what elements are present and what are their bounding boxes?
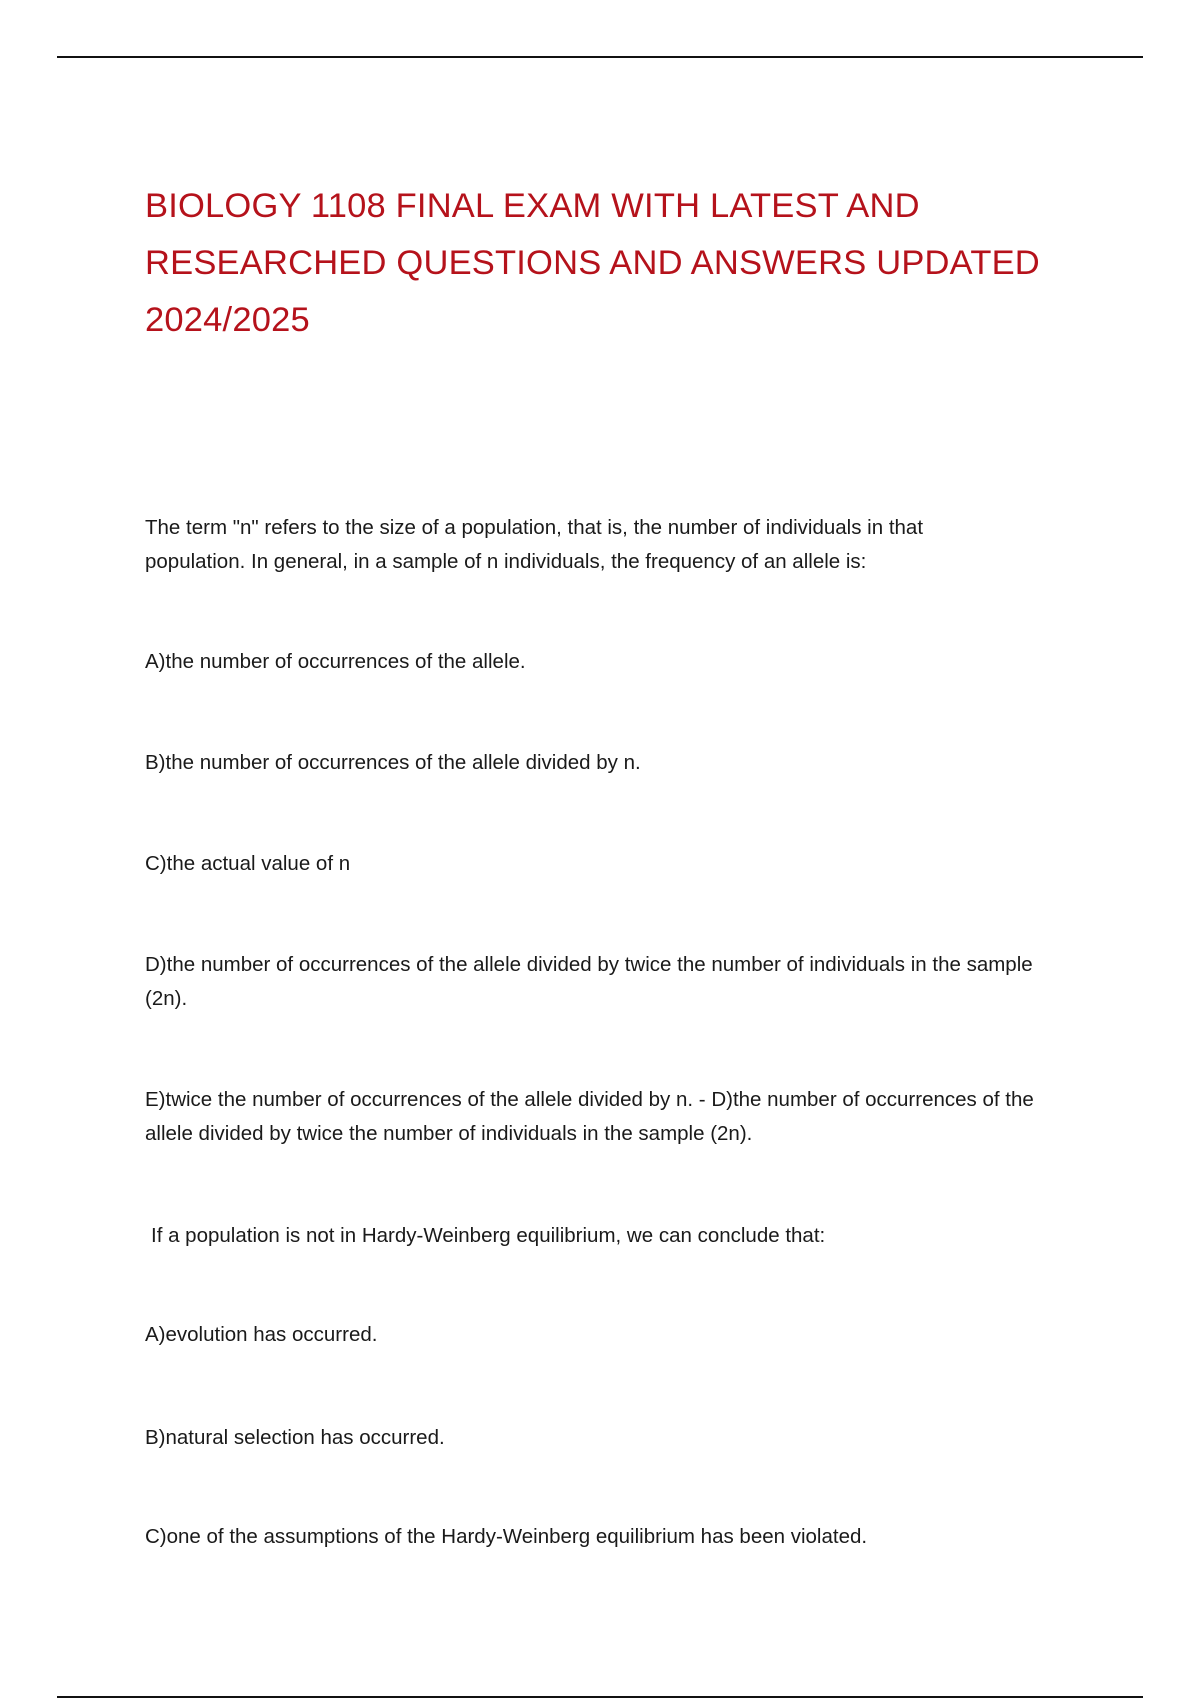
question-2-prompt: If a population is not in Hardy-Weinberg equilibrium, we can conclude that: bbox=[151, 1224, 826, 1247]
question-2-option-a: A)evolution has occurred. bbox=[145, 1323, 378, 1346]
question-1-option-e-answer: E)twice the number of occurrences of the allele divided by n. - D)the number of occurrences of the allele divided by twice the number of individuals in the sample (2n). bbox=[145, 1088, 1034, 1145]
document-title: BIOLOGY 1108 FINAL EXAM WITH LATEST AND RESEARCHED QUESTIONS AND ANSWERS UPDATED 2024/2025 bbox=[145, 187, 1040, 339]
question-2-option-c: C)one of the assumptions of the Hardy-Weinberg equilibrium has been violated. bbox=[145, 1525, 868, 1548]
question-2-option-b: B)natural selection has occurred. bbox=[145, 1426, 445, 1449]
header-rule bbox=[57, 56, 1143, 58]
question-1-option-d: D)the number of occurrences of the allele divided by twice the number of individuals in the sample (2n). bbox=[145, 953, 1033, 1010]
footer-rule bbox=[57, 1696, 1143, 1698]
question-1-option-b: B)the number of occurrences of the allele divided by n. bbox=[145, 751, 641, 774]
question-1-prompt: The term "n" refers to the size of a population, that is, the number of individuals in that population. In general, in a sample of n individuals, the frequency of an allele is: bbox=[145, 516, 924, 573]
question-1-option-c: C)the actual value of n bbox=[145, 852, 351, 875]
question-1-option-a: A)the number of occurrences of the allele. bbox=[145, 650, 526, 673]
